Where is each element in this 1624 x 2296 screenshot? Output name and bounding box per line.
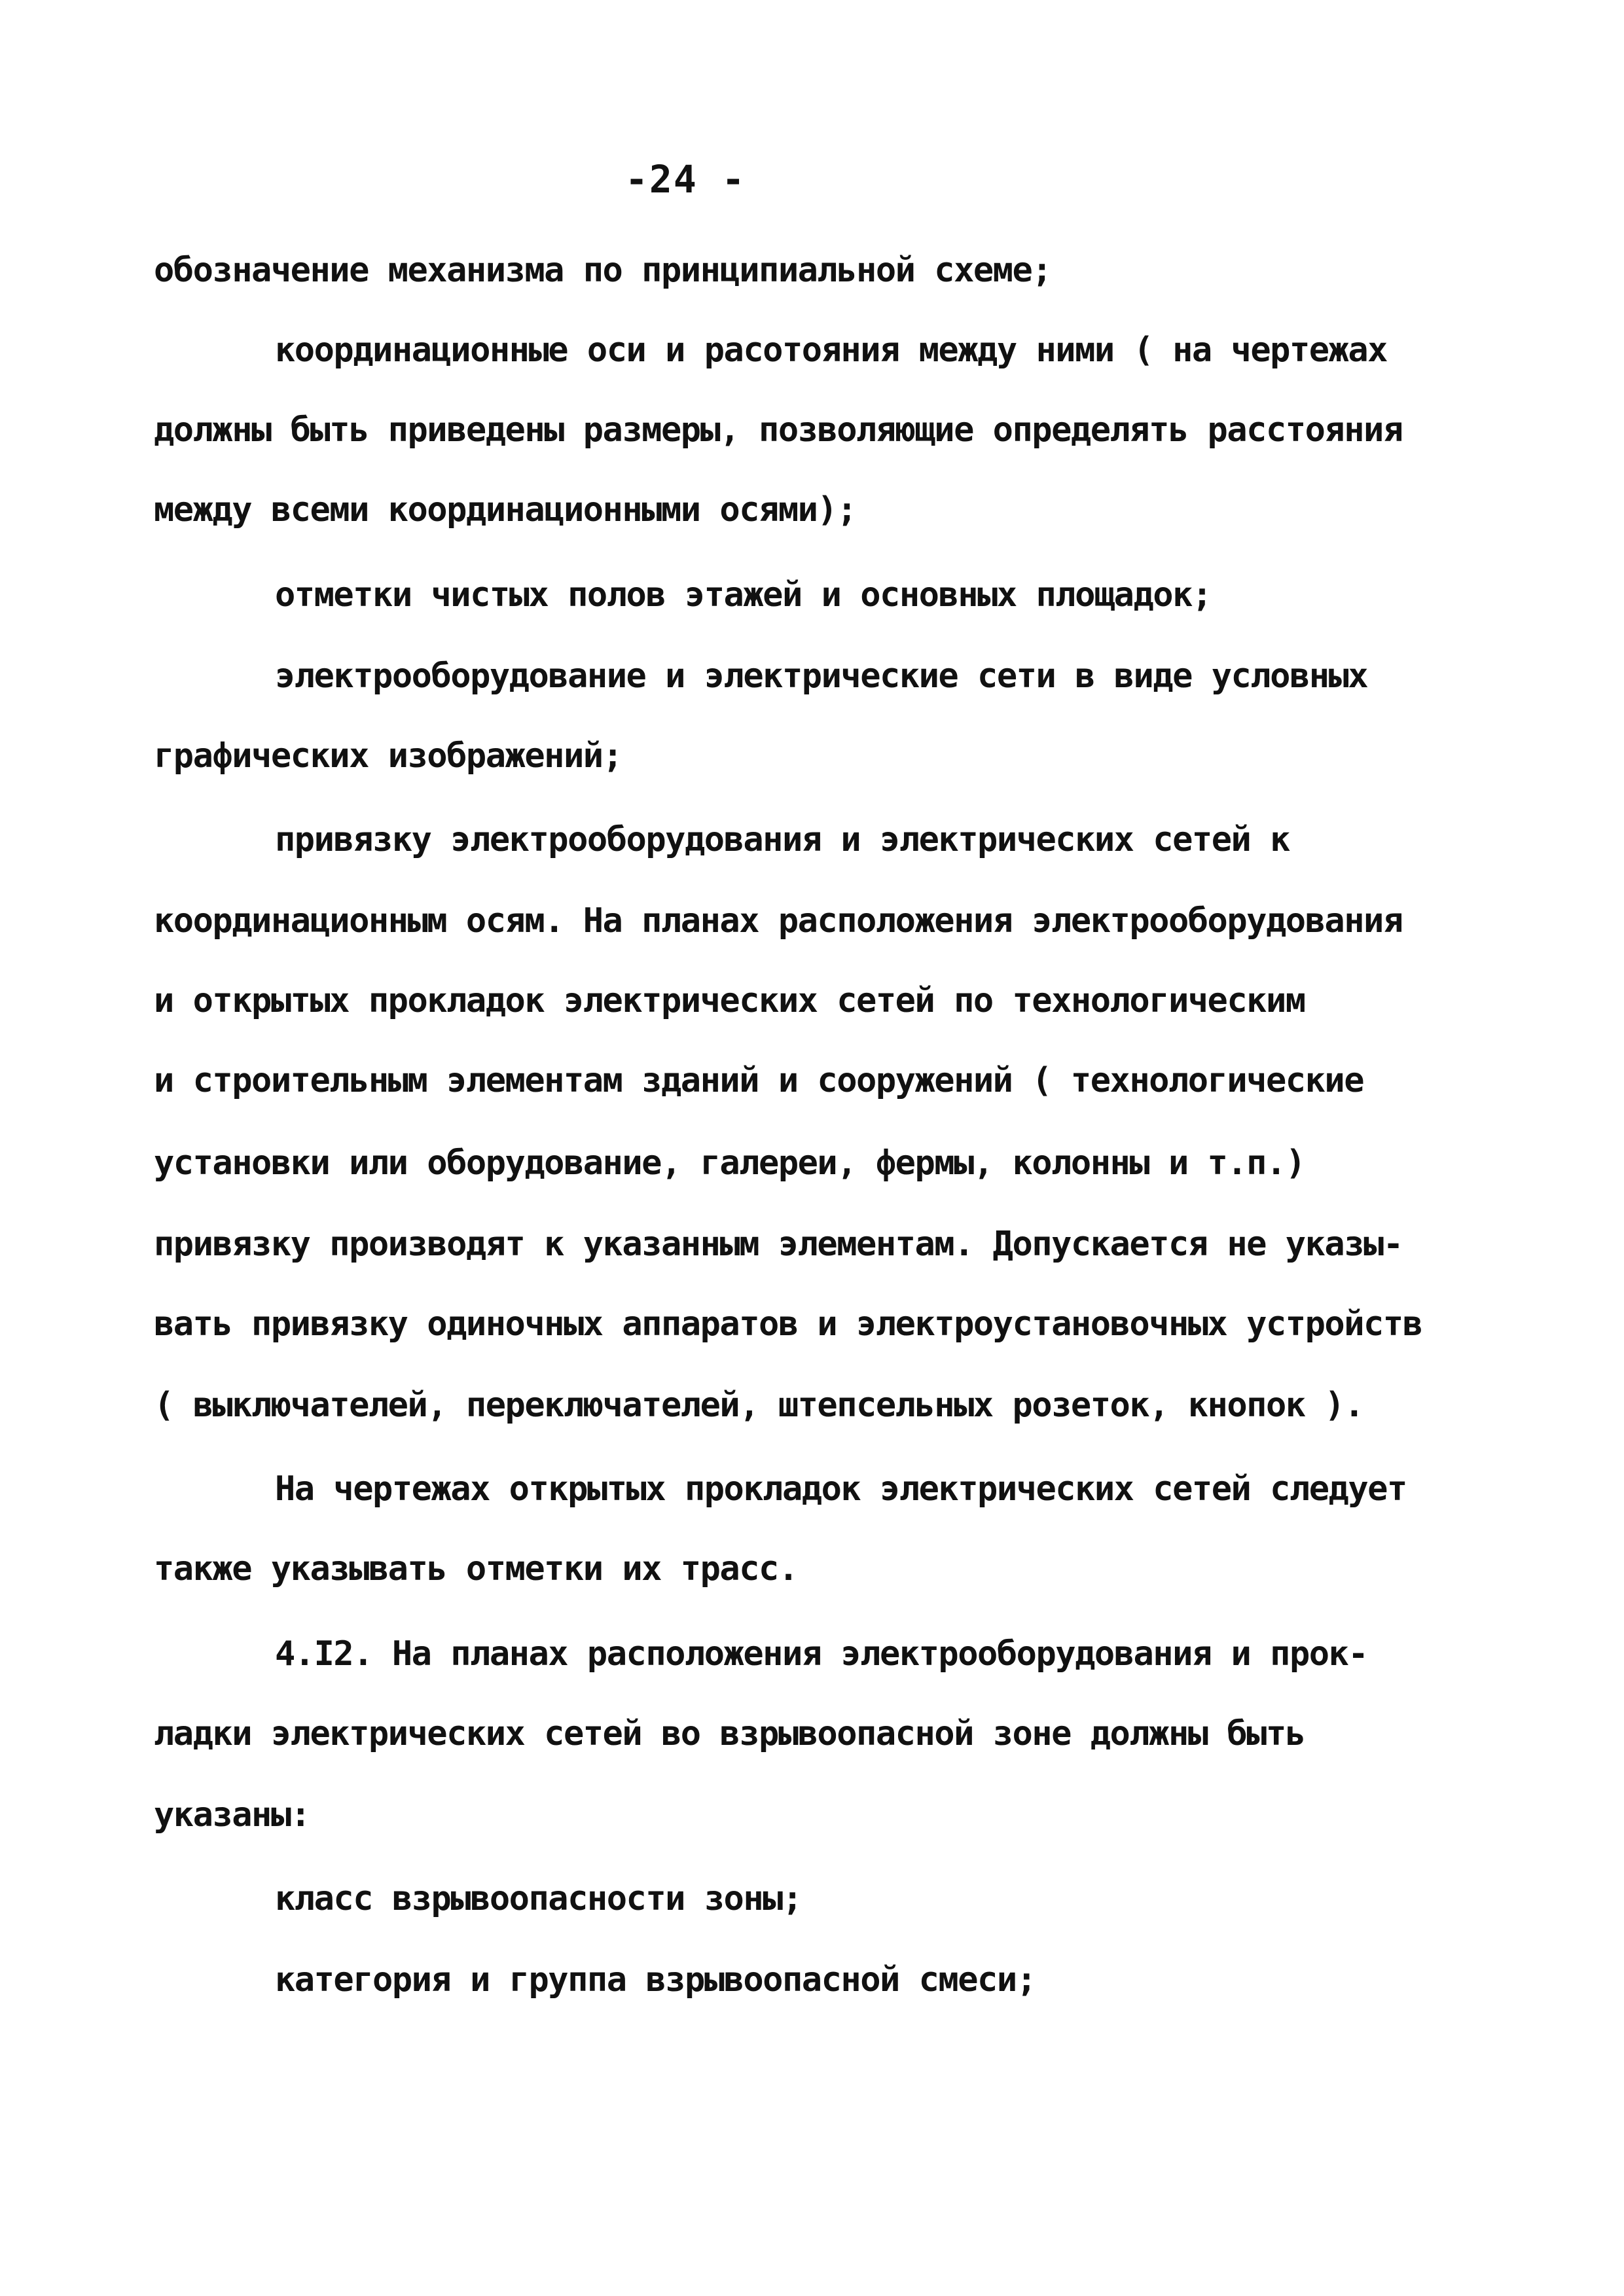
text-line: графических изображений;	[154, 736, 623, 776]
text-line: указаны:	[154, 1795, 310, 1835]
text-line: ( выключателей, переключателей, штепсельных розеток, кнопок ).	[154, 1386, 1364, 1425]
text-line: также указывать отметки их трасс.	[154, 1549, 798, 1588]
text-line: привязку электрооборудования и электрических сетей к	[275, 820, 1290, 859]
text-line: между всеми координационными осями);	[154, 490, 857, 529]
text-line: и открытых прокладок электрических сетей по технологическим	[154, 981, 1305, 1020]
text-line: привязку производят к указанным элементам. Допускается не указы-	[154, 1225, 1403, 1264]
text-line: и строительным элементам зданий и сооружений ( технологические	[154, 1061, 1364, 1100]
text-line: 4.I2. На планах расположения электрооборудования и прок-	[275, 1634, 1368, 1674]
text-line: класс взрывоопасности зоны;	[275, 1879, 802, 1918]
text-line: электрооборудование и электрические сети в виде условных	[275, 656, 1368, 696]
text-line: отметки чистых полов этажей и основных площадок;	[275, 575, 1212, 615]
text-line: должны быть приведены размеры, позволяющие определять расстояния	[154, 410, 1403, 450]
text-line: На чертежах открытых прокладок электрических сетей следует	[275, 1469, 1407, 1509]
text-line: установки или оборудование, галереи, фермы, колонны и т.п.)	[154, 1143, 1305, 1183]
text-line: координационные оси и расотояния между ними ( на чертежах	[275, 331, 1387, 370]
page-number: -24 -	[625, 157, 746, 202]
text-line: обозначение механизма по принципиальной схеме;	[154, 251, 1052, 290]
text-line: вать привязку одиночных аппаратов и электроустановочных устройств	[154, 1304, 1422, 1344]
text-line: категория и группа взрывоопасной смеси;	[275, 1960, 1036, 2000]
text-line: координационным осям. На планах расположения электрооборудования	[154, 901, 1403, 941]
text-line: ладки электрических сетей во взрывоопасной зоне должны быть	[154, 1714, 1305, 1753]
